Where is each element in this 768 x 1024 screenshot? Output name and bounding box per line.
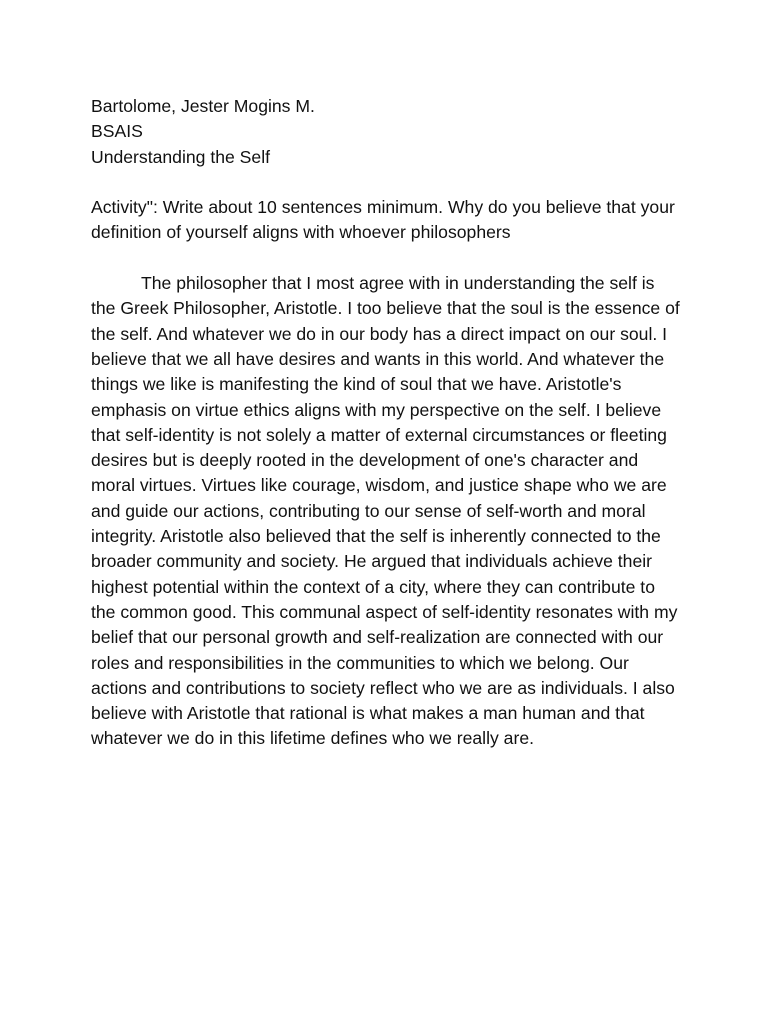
- activity-prompt: Activity": Write about 10 sentences minimum. Why do you believe that your definition of yourself aligns with whoever philosophers: [91, 197, 675, 243]
- course-title: Understanding the Self: [91, 146, 270, 167]
- document-content: [91, 94, 681, 752]
- blank-line: [91, 170, 681, 195]
- program-name: BSAIS: [91, 121, 143, 142]
- student-name: Bartolome, Jester Mogins M.: [91, 96, 315, 116]
- essay-paragraph: The philosopher that I most agree with in understanding the self is the Greek Philosopher, Aristotle. I too believe that the soul is the essence of the self. And whatever we do in our body has a direct impact on our soul. I believe that we all have desires and wants in this world. And whatever the things we like is manifesting the kind of soul that we have. Aristotle's emphasis on virtue ethics aligns with my perspective on the self. I believe that self-identity is not solely a matter of external circumstances or fleeting desires but is deeply rooted in the development of one's character and moral virtues. Virtues like courage, wisdom, and justice shape who we are and guide our actions, contributing to our sense of self-worth and moral integrity. Aristotle also believed that the self is inherently connected to the broader community and society. He argued that individuals achieve their highest potential within the context of a city, where they can contribute to the common good. This communal aspect of self-identity resonates with my belief that our personal growth and self-realization are connected with our roles and responsibilities in the communities to which we belong. Our actions and contributions to society reflect who we are as individuals. I also believe with Aristotle that rational is what makes a man human and that whatever we do in this lifetime defines who we really are.: [91, 273, 680, 749]
- blank-line: [91, 246, 681, 271]
